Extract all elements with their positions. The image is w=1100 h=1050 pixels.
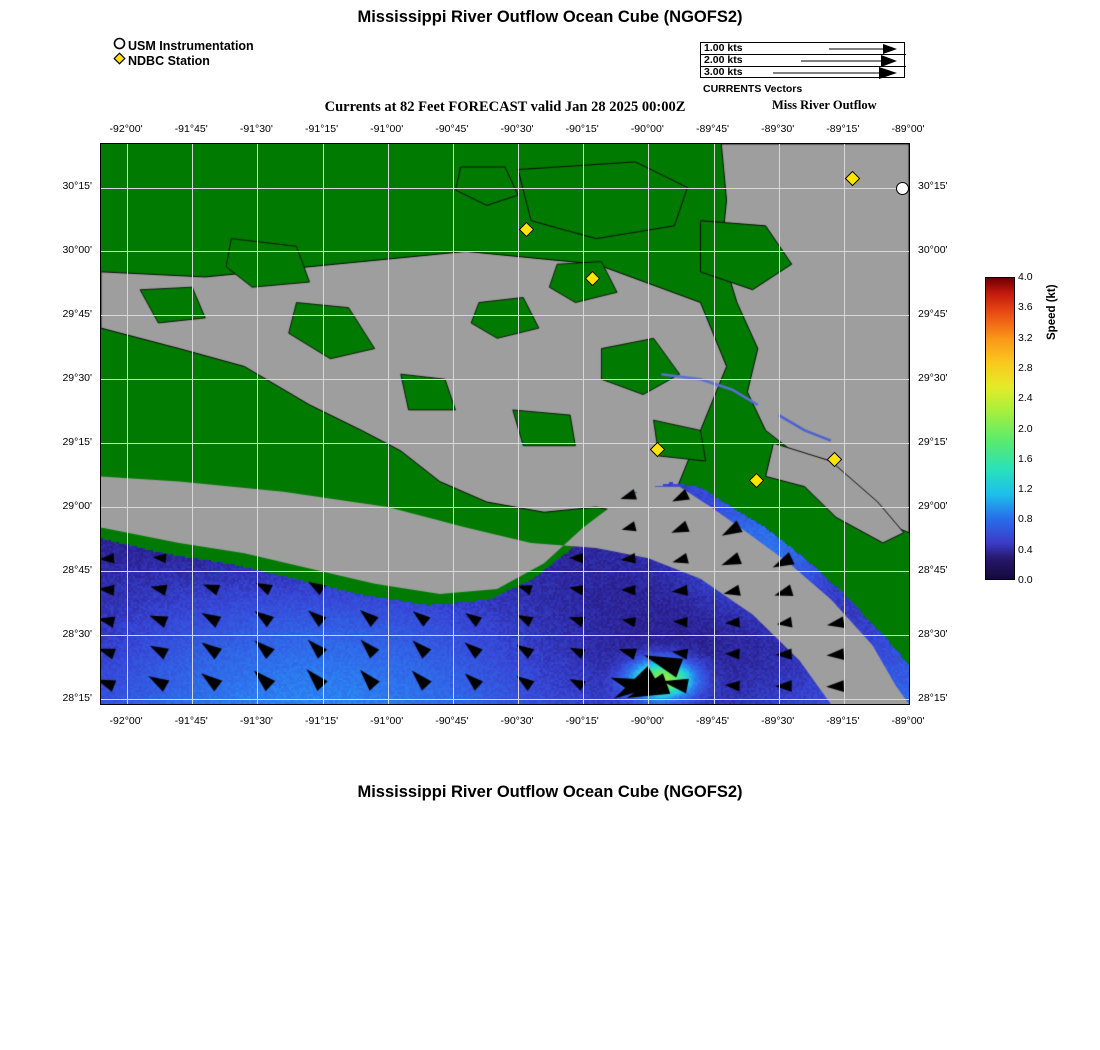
gridline-vertical bbox=[323, 144, 324, 704]
x-tick-label-bottom: -89°45' bbox=[695, 715, 730, 727]
legend-label-ndbc: NDBC Station bbox=[128, 53, 210, 68]
colorbar-tick-label: 2.4 bbox=[1018, 392, 1033, 405]
y-tick-label-right: 28°15' bbox=[918, 691, 948, 704]
y-tick-label-right: 29°15' bbox=[918, 436, 948, 449]
gridline-vertical bbox=[127, 144, 128, 704]
gridline-horizontal bbox=[101, 699, 909, 700]
y-tick-label-left: 28°15' bbox=[62, 691, 92, 704]
map-raster-layer bbox=[101, 144, 909, 704]
map-plot-area[interactable] bbox=[100, 143, 910, 705]
gridline-vertical bbox=[257, 144, 258, 704]
y-tick-label-left: 30°15' bbox=[62, 180, 92, 193]
x-tick-label-bottom: -90°15' bbox=[565, 715, 599, 727]
gridline-horizontal bbox=[101, 443, 909, 444]
gridline-horizontal bbox=[101, 379, 909, 380]
x-tick-label-bottom: -91°45' bbox=[174, 715, 208, 727]
x-tick-label-bottom: -90°00' bbox=[630, 715, 664, 727]
gridline-vertical bbox=[583, 144, 584, 704]
gridline-vertical bbox=[714, 144, 715, 704]
colorbar-tick-label: 0.8 bbox=[1018, 513, 1033, 526]
y-tick-label-left: 29°15' bbox=[62, 436, 92, 449]
vector-scale-key bbox=[700, 42, 905, 78]
vector-key-label-3: 3.00 kts bbox=[704, 66, 743, 78]
x-tick-label-top: -89°00' bbox=[891, 123, 925, 135]
gridline-horizontal bbox=[101, 251, 909, 252]
x-tick-label-bottom: -91°30' bbox=[239, 715, 273, 727]
gridline-horizontal bbox=[101, 635, 909, 636]
colorbar-tick-label: 2.0 bbox=[1018, 422, 1033, 435]
map-legend bbox=[110, 38, 254, 68]
x-tick-label-top: -91°30' bbox=[239, 123, 273, 135]
footer-title: Mississippi River Outflow Ocean Cube (NGOFS2) bbox=[357, 783, 743, 801]
y-tick-label-right: 29°45' bbox=[918, 308, 948, 321]
x-tick-label-bottom: -91°15' bbox=[305, 715, 339, 727]
colorbar-gradient bbox=[985, 277, 1015, 580]
x-tick-label-top: -92°00' bbox=[109, 123, 143, 135]
legend-label-usm: USM Instrumentation bbox=[128, 38, 254, 53]
x-tick-label-bottom: -92°00' bbox=[109, 715, 143, 727]
usm-instrumentation-marker[interactable] bbox=[896, 182, 909, 195]
colorbar-tick-label: 1.6 bbox=[1018, 452, 1033, 465]
colorbar bbox=[985, 271, 1033, 586]
x-tick-label-top: -90°45' bbox=[435, 123, 469, 135]
colorbar-tick-label: 2.8 bbox=[1018, 361, 1033, 374]
colorbar-tick-label: 4.0 bbox=[1018, 271, 1033, 283]
gridline-vertical bbox=[453, 144, 454, 704]
gridline-horizontal bbox=[101, 507, 909, 508]
legend-item-ndbc bbox=[110, 53, 254, 68]
y-tick-label-left: 29°00' bbox=[62, 500, 92, 513]
gridline-horizontal bbox=[101, 571, 909, 572]
map-corner-label: Miss River Outflow bbox=[772, 98, 877, 112]
y-tick-label-right: 28°45' bbox=[918, 564, 948, 577]
y-tick-label-right: 30°15' bbox=[918, 180, 948, 193]
y-tick-label-left: 30°00' bbox=[62, 244, 92, 257]
x-tick-label-top: -89°45' bbox=[695, 123, 730, 135]
y-tick-label-left: 28°30' bbox=[62, 627, 92, 640]
x-tick-label-bottom: -89°00' bbox=[891, 715, 925, 727]
x-tick-label-bottom: -90°45' bbox=[435, 715, 469, 727]
diamond-marker-icon bbox=[110, 52, 128, 70]
x-tick-label-top: -91°00' bbox=[370, 123, 404, 135]
x-tick-label-top: -90°30' bbox=[500, 123, 534, 135]
page-title: Mississippi River Outflow Ocean Cube (NGOFS2) bbox=[357, 8, 743, 26]
colorbar-tick-label: 3.2 bbox=[1018, 331, 1033, 344]
colorbar-tick-label: 0.0 bbox=[1018, 574, 1033, 586]
y-tick-label-left: 29°45' bbox=[62, 308, 92, 321]
y-tick-label-right: 30°00' bbox=[918, 244, 948, 257]
colorbar-tick-label: 3.6 bbox=[1018, 301, 1033, 314]
vector-key-label-2: 2.00 kts bbox=[704, 54, 743, 66]
y-tick-label-right: 29°00' bbox=[918, 500, 948, 513]
gridline-vertical bbox=[648, 144, 649, 704]
gridline-horizontal bbox=[101, 188, 909, 189]
gridline-vertical bbox=[844, 144, 845, 704]
gridline-vertical bbox=[192, 144, 193, 704]
colorbar-tick-label: 1.2 bbox=[1018, 483, 1033, 496]
x-tick-label-bottom: -90°30' bbox=[500, 715, 534, 727]
gridline-horizontal bbox=[101, 315, 909, 316]
gridline-vertical bbox=[388, 144, 389, 704]
map-subtitle: Currents at 82 Feet FORECAST valid Jan 28 2025 00:00Z bbox=[324, 99, 686, 115]
x-tick-label-top: -91°15' bbox=[305, 123, 339, 135]
gridline-vertical bbox=[779, 144, 780, 704]
x-tick-label-bottom: -89°30' bbox=[761, 715, 795, 727]
vector-key-label-1: 1.00 kts bbox=[704, 42, 743, 54]
x-tick-label-top: -89°30' bbox=[761, 123, 795, 135]
x-tick-label-bottom: -91°00' bbox=[370, 715, 404, 727]
legend-item-usm bbox=[110, 38, 254, 53]
x-tick-label-bottom: -89°15' bbox=[826, 715, 860, 727]
vector-key-caption: CURRENTS Vectors bbox=[703, 83, 803, 95]
x-tick-label-top: -90°15' bbox=[565, 123, 599, 135]
y-tick-label-left: 28°45' bbox=[62, 564, 92, 577]
colorbar-title: Speed (kt) bbox=[1046, 284, 1058, 340]
x-tick-label-top: -91°45' bbox=[174, 123, 208, 135]
x-tick-label-top: -89°15' bbox=[826, 123, 860, 135]
x-tick-label-top: -90°00' bbox=[630, 123, 664, 135]
y-tick-label-right: 28°30' bbox=[918, 627, 948, 640]
y-tick-label-right: 29°30' bbox=[918, 372, 948, 385]
gridline-vertical bbox=[909, 144, 910, 704]
colorbar-tick-label: 0.4 bbox=[1018, 543, 1033, 556]
y-tick-label-left: 29°30' bbox=[62, 372, 92, 385]
